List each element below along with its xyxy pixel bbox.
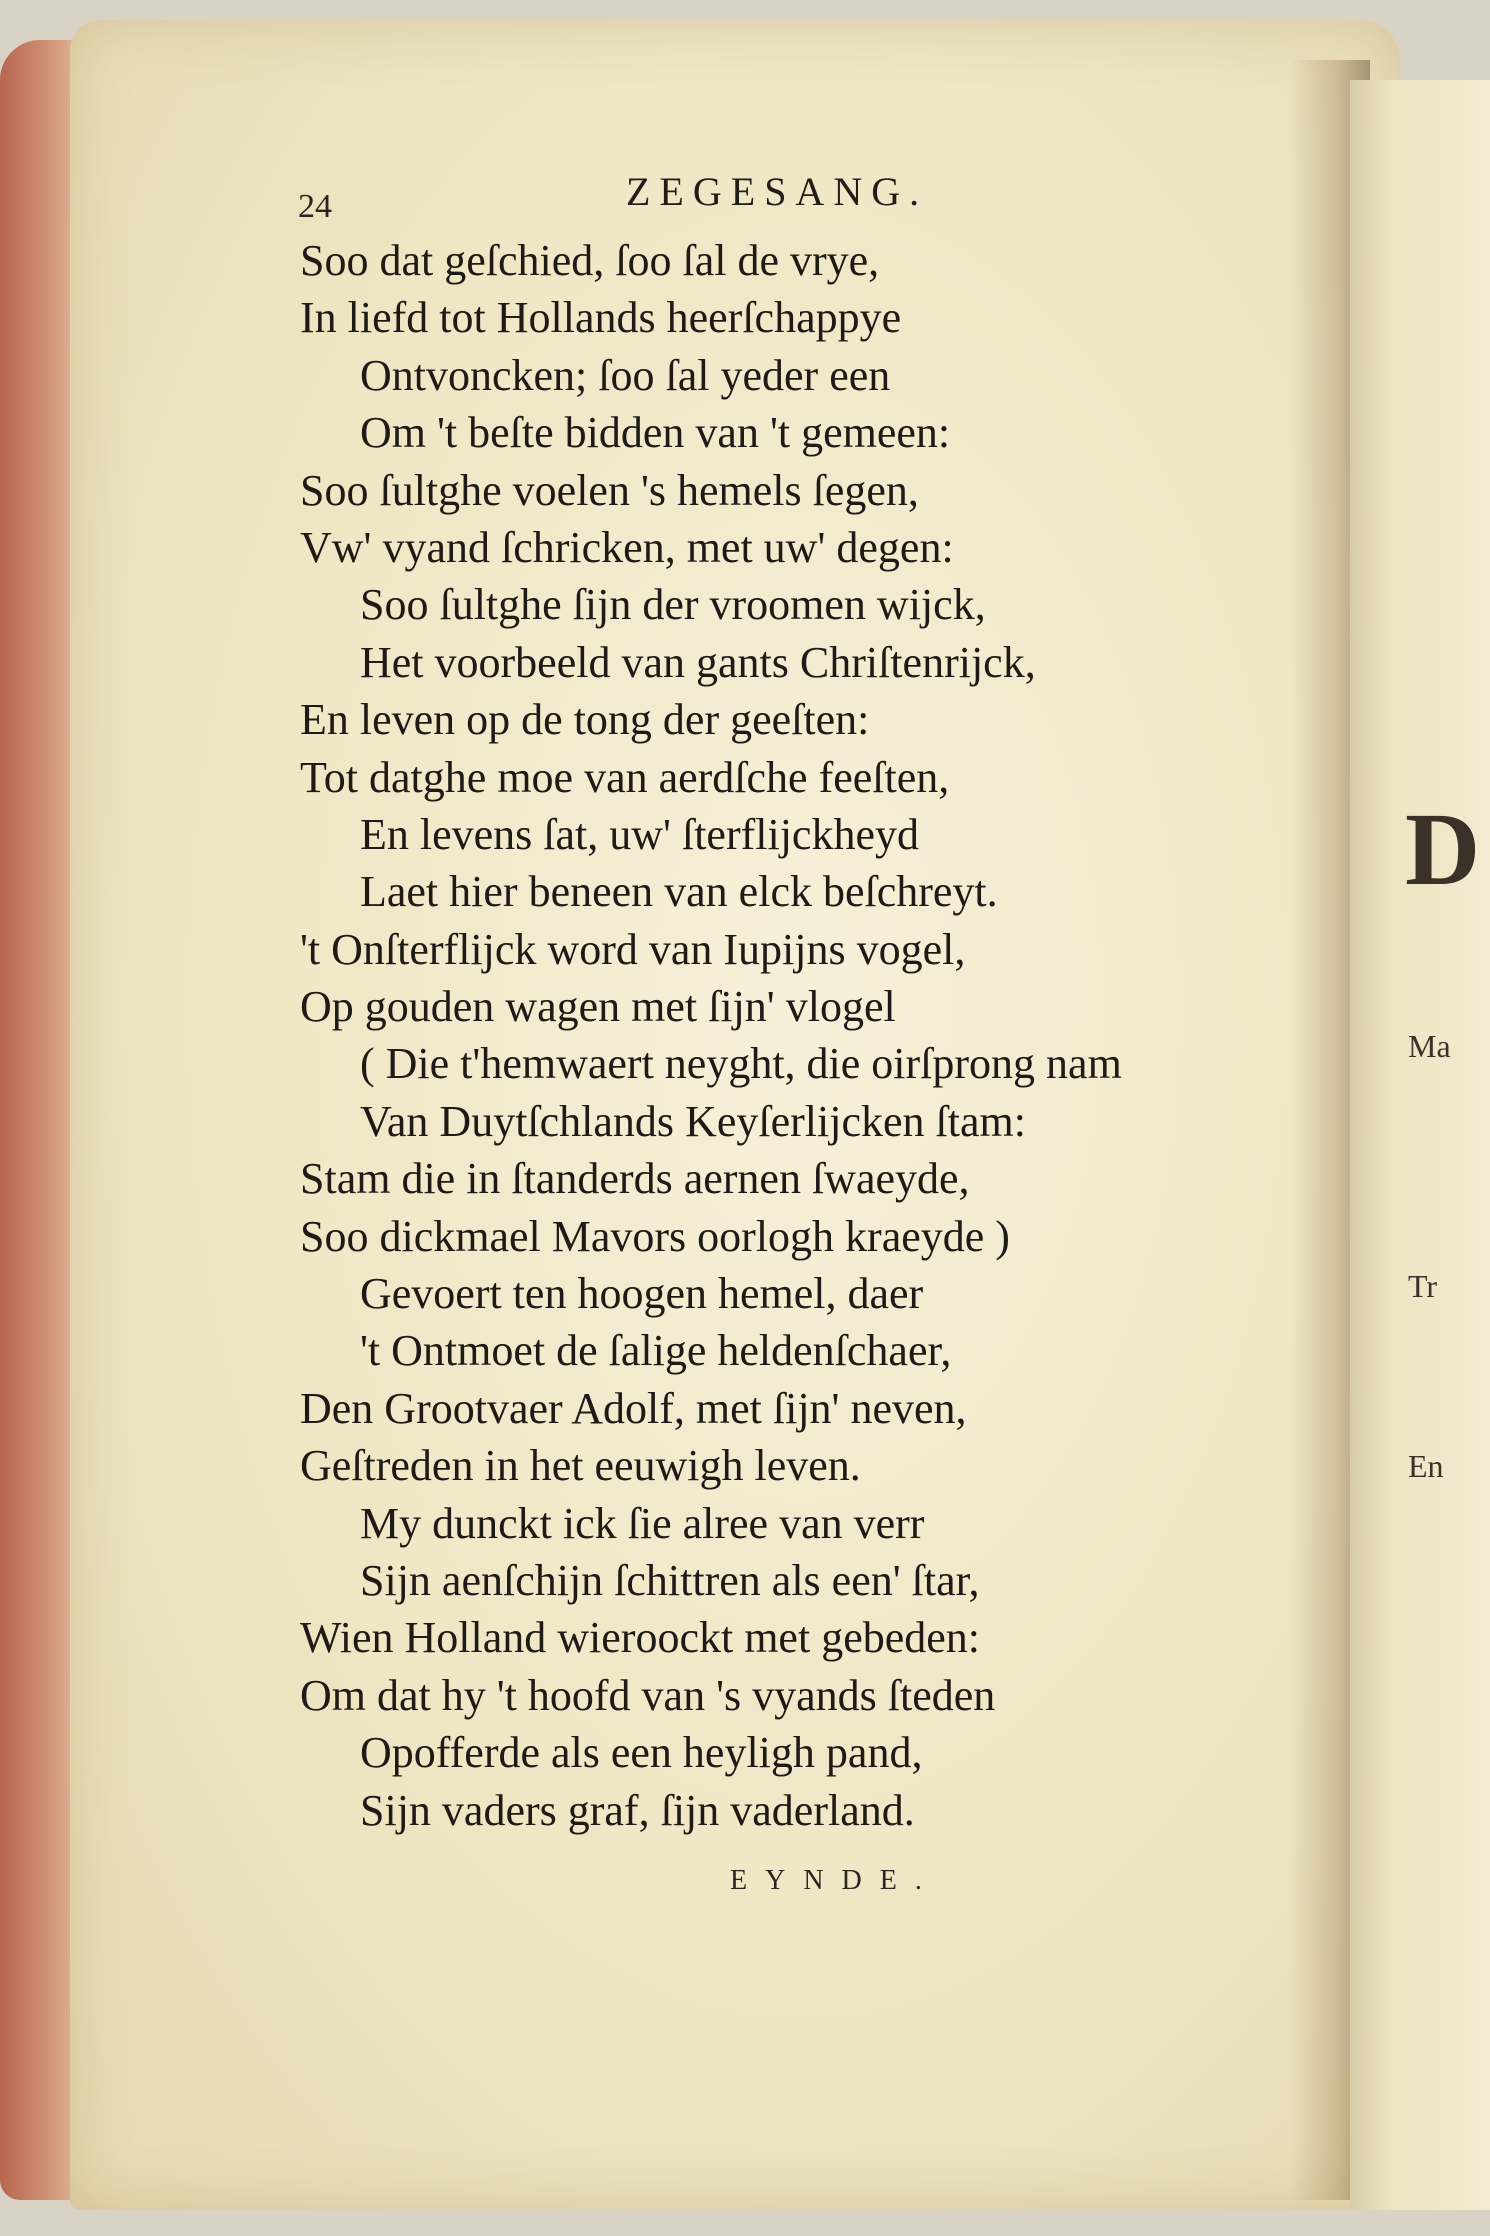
facing-page-line-start: En	[1408, 1448, 1444, 1484]
poem-line: Op gouden wagen met ſijn' vlogel	[300, 982, 896, 1032]
poem-line: Van Duytſchlands Keyſerlijcken ſtam:	[360, 1096, 1026, 1146]
right-page	[1350, 80, 1490, 2210]
poem-line: Opofferde als een heyligh pand,	[360, 1728, 923, 1778]
page-number: 24	[298, 188, 332, 225]
poem-line: En levens ſat, uw' ſterflijckheyd	[360, 809, 919, 859]
poem-line: Tot datghe moe van aerdſche feeſten,	[300, 752, 950, 802]
poem-line: Stam die in ſtanderds aernen ſwaeyde,	[300, 1154, 970, 1204]
poem-line: Soo dat geſchied, ſoo ſal de vrye,	[300, 236, 880, 285]
poem-line: En leven op de tong der geeſten:	[300, 695, 870, 745]
poem-line: In liefd tot Hollands heerſchappye	[300, 293, 902, 343]
poem-line: Laet hier beneen van elck beſchreyt.	[360, 867, 998, 917]
facing-page-line-start: Ma	[1408, 1028, 1451, 1064]
poem-line: Om 't beſte bidden van 't gemeen:	[360, 408, 951, 458]
poem-line: Om dat hy 't hoofd van 's vyands ſteden	[300, 1670, 996, 1720]
poem-line: Sijn aenſchijn ſchittren als een' ſtar,	[360, 1555, 980, 1605]
running-title: ZEGESANG.	[626, 169, 929, 214]
poem-line: Soo dickmael Mavors oorlogh kraeyde )	[300, 1211, 1010, 1261]
poem-line: Soo ſultghe ſijn der vroomen wijck,	[360, 580, 986, 630]
poem-line: My dunckt ick ſie alree van verr	[360, 1498, 925, 1548]
facing-page-initial: D	[1405, 792, 1481, 907]
poem-line: Geſtreden in het eeuwigh leven.	[300, 1441, 861, 1491]
facing-page-line-start: Tr	[1408, 1268, 1438, 1304]
poem-line: Gevoert ten hoogen hemel, daer	[360, 1269, 924, 1319]
finis-mark: EYNDE.	[730, 1865, 940, 1896]
poem-line: ( Die t'hemwaert neyght, die oirſprong nam	[360, 1039, 1122, 1089]
poem-line: Sijn vaders graf, ſijn vaderland.	[360, 1785, 915, 1835]
poem-text	[300, 232, 1340, 1839]
poem-line: Soo ſultghe voelen 's hemels ſegen,	[300, 465, 919, 515]
poem-line: Den Grootvaer Adolf, met ſijn' neven,	[300, 1383, 967, 1433]
poem-line: Vw' vyand ſchricken, met uw' degen:	[300, 522, 954, 572]
poem-line: Het voorbeeld van gants Chriſtenrijck,	[360, 637, 1036, 687]
poem-line: Wien Holland wieroockt met gebeden:	[300, 1613, 981, 1663]
poem-line: 't Ontmoet de ſalige heldenſchaer,	[360, 1326, 952, 1376]
poem-line: Ontvoncken; ſoo ſal yeder een	[360, 350, 891, 400]
poem-line: 't Onſterflijck word van Iupijns vogel,	[300, 924, 966, 974]
